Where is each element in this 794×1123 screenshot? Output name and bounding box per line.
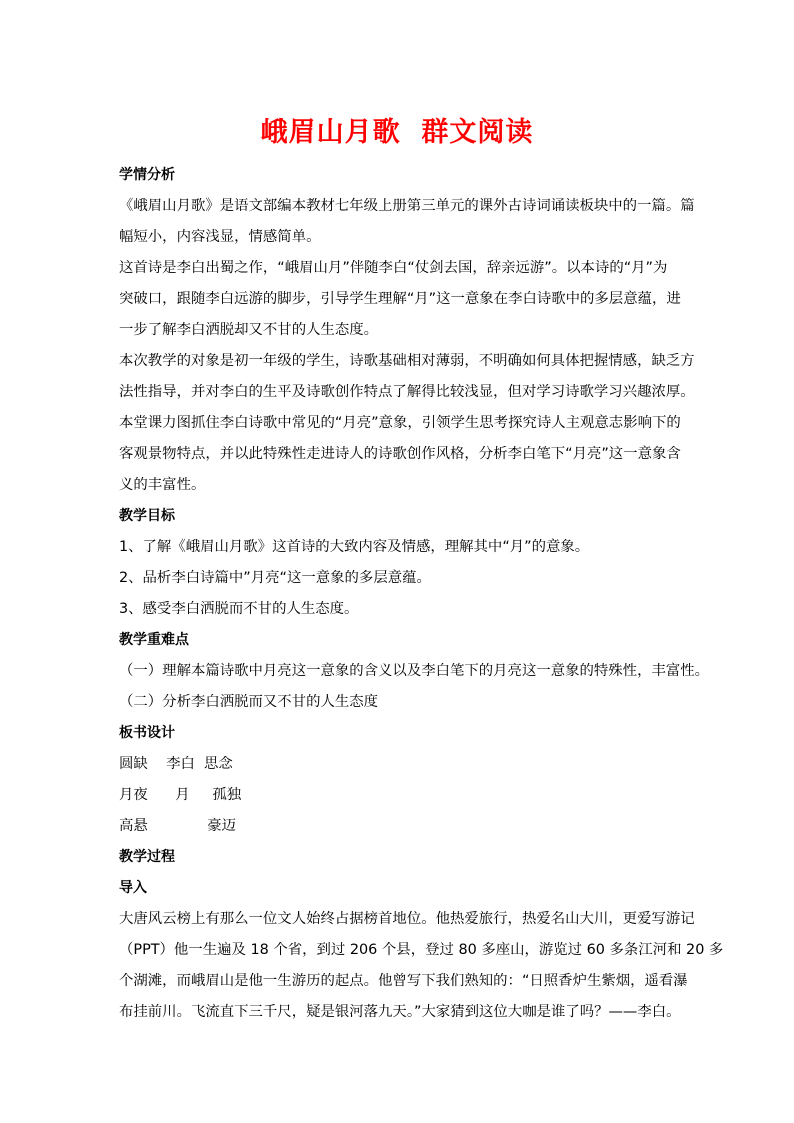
paragraph-line: 个湖滩，而峨眉山是他一生游历的起点。他曾写下我们熟知的：“日照香炉生紫烟，遥看瀑: [119, 973, 688, 989]
key-point-item: （一）理解本篇诗歌中月亮这一意象的含义以及李白笔下的月亮这一意象的特殊性，丰富性。: [119, 663, 710, 679]
paragraph-line: （PPT）他一生遍及 18 个省，到过 206 个县，登过 80 多座山，游览过 60 多条江河和 20 多: [119, 942, 724, 958]
goal-item: 3、感受李白洒脱而不甘的人生态度。: [119, 601, 359, 617]
paragraph-line: 突破口，跟随李白远游的脚步，引导学生理解“月”这一意象在李白诗歌中的多层意蕴，进: [119, 291, 681, 307]
paragraph-line: 幅短小，内容浅显，情感简单。: [119, 229, 321, 245]
document-title: 峨眉山月歌 群文阅读: [260, 117, 534, 148]
section-heading-analysis: 学情分析: [119, 167, 175, 183]
paragraph-line: 一步了解李白洒脱却又不甘的人生态度。: [119, 322, 379, 338]
paragraph-line: 法性指导，并对李白的生平及诗歌创作特点了解得比较浅显，但对学习诗歌学习兴趣浓厚。: [119, 384, 695, 400]
board-row: 月夜 月 孤独: [119, 787, 242, 803]
paragraph-line: 客观景物特点，并以此特殊性走进诗人的诗歌创作风格，分析李白笔下“月亮”这一意象含: [119, 446, 681, 462]
section-heading-goals: 教学目标: [119, 508, 175, 524]
section-heading-intro: 导入: [119, 880, 147, 896]
section-heading-board: 板书设计: [119, 725, 175, 741]
paragraph-line: 这首诗是李白出蜀之作，“峨眉山月”伴随李白“仗剑去国，辞亲远游”。以本诗的“月”为: [119, 260, 668, 276]
board-row: 圆缺 李白 思念: [119, 756, 233, 772]
paragraph-line: 本次教学的对象是初一年级的学生，诗歌基础相对薄弱，不明确如何具体把握情感，缺乏方: [119, 353, 695, 369]
board-row: 高悬 豪迈: [119, 818, 237, 834]
goal-item: 2、品析李白诗篇中”月亮“这一意象的多层意蕴。: [119, 570, 431, 586]
paragraph-line: 本堂课力图抓住李白诗歌中常见的“月亮”意象，引领学生思考探究诗人主观意志影响下的: [119, 415, 681, 431]
paragraph-line: 布挂前川。飞流直下三千尺，疑是银河落九天。”大家猜到这位大咖是谁了吗？——李白。: [119, 1004, 681, 1020]
document-body: [119, 160, 724, 1028]
goal-item: 1、了解《峨眉山月歌》这首诗的大致内容及情感，理解其中“月”的意象。: [119, 539, 590, 555]
section-heading-key-points: 教学重难点: [119, 632, 189, 648]
paragraph-line: 大唐风云榜上有那么一位文人始终占据榜首地位。他热爱旅行，热爱名山大川，更爱写游记: [119, 911, 695, 927]
key-point-item: （二）分析李白洒脱而又不甘的人生态度: [119, 694, 379, 710]
paragraph-line: 义的丰富性。: [119, 477, 206, 493]
paragraph-line: 《峨眉山月歌》是语文部编本教材七年级上册第三单元的课外古诗词诵读板块中的一篇。篇: [119, 198, 695, 214]
section-heading-process: 教学过程: [119, 849, 175, 865]
